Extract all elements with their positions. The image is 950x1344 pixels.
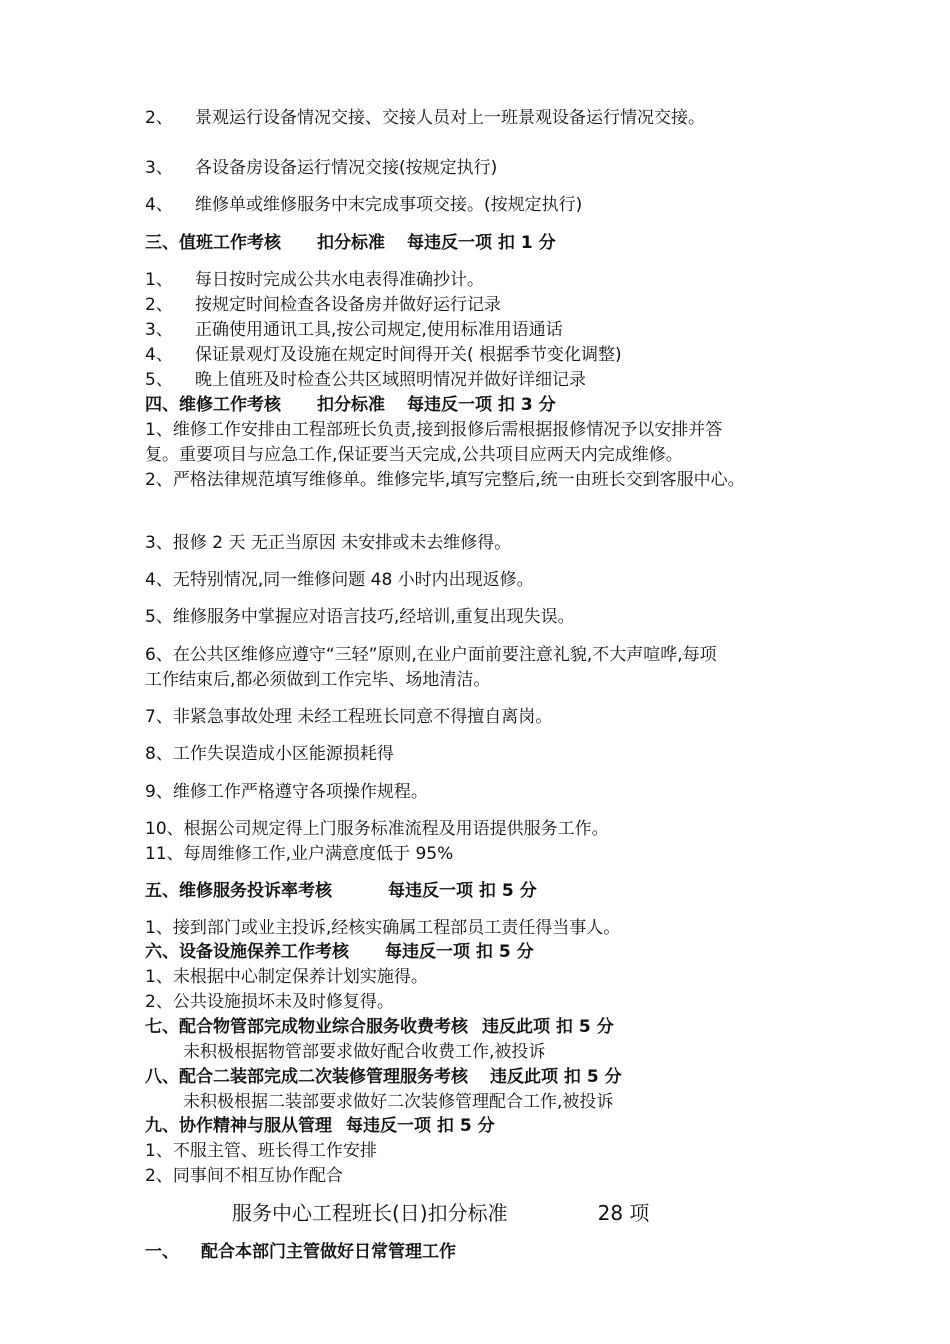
list-item bbox=[145, 368, 586, 392]
section-penalty: 每违反一项 扣 3 分 bbox=[407, 395, 556, 415]
section-heading-3 bbox=[145, 231, 556, 255]
paragraph-line: 未积极根据物管部要求做好配合收费工作,被投诉 bbox=[183, 1042, 546, 1062]
section-criterion: 扣分标准 bbox=[317, 395, 385, 415]
list-item bbox=[145, 193, 582, 217]
section-heading-8 bbox=[145, 1065, 622, 1089]
paragraph-line: 1、接到部门或业主投诉,经核实确属工程部员工责任得当事人。 bbox=[145, 918, 621, 938]
item-number: 1、 bbox=[145, 270, 173, 290]
item-text: 正确使用通讯工具,按公司规定,使用标准用语通话 bbox=[195, 320, 563, 340]
section-heading-1 bbox=[145, 1240, 456, 1264]
paragraph-line: 未积极根据二装部要求做好二次装修管理配合工作,被投诉 bbox=[183, 1092, 614, 1112]
item-text: 保证景观灯及设施在规定时间得开关( 根据季节变化调整) bbox=[195, 345, 622, 365]
section-penalty: 违反此项 扣 5 分 bbox=[490, 1067, 622, 1087]
paragraph-line: 10、根据公司规定得上门服务标准流程及用语提供服务工作。 bbox=[145, 819, 609, 839]
section-penalty: 每违反一项 扣 5 分 bbox=[385, 942, 534, 962]
paragraph-line: 4、无特别情况,同一维修问题 48 小时内出现返修。 bbox=[145, 570, 534, 590]
item-number: 5、 bbox=[145, 370, 173, 390]
title-text: 服务中心工程班长(日)扣分标准 bbox=[232, 1201, 508, 1225]
item-number: 4、 bbox=[145, 195, 173, 215]
list-item bbox=[145, 293, 501, 317]
paragraph-line: 5、维修服务中掌握应对语言技巧,经培训,重复出现失误。 bbox=[145, 607, 575, 627]
paragraph-line: 1、不服主管、班长得工作安排 bbox=[145, 1141, 377, 1161]
paragraph-line: 3、报修 2 天 无正当原因 未安排或未去维修得。 bbox=[145, 533, 512, 553]
paragraph-line: 工作结束后,都必须做到工作完毕、场地清洁。 bbox=[145, 670, 491, 690]
paragraph-line: 复。重要项目与应急工作,保证要当天完成,公共项目应两天内完成维修。 bbox=[145, 445, 683, 465]
list-item bbox=[145, 318, 563, 342]
paragraph-line: 1、未根据中心制定保养计划实施得。 bbox=[145, 967, 428, 987]
item-text: 各设备房设备运行情况交接(按规定执行) bbox=[195, 158, 498, 178]
list-item bbox=[145, 268, 484, 292]
section-title: 八、配合二装部完成二次装修管理服务考核 bbox=[145, 1067, 468, 1087]
item-text: 晚上值班及时检查公共区域照明情况并做好详细记录 bbox=[195, 370, 586, 390]
paragraph-line: 11、每周维修工作,业户满意度低于 95% bbox=[145, 844, 454, 864]
list-item bbox=[145, 343, 622, 367]
paragraph-line: 9、维修工作严格遵守各项操作规程。 bbox=[145, 782, 428, 802]
section-heading-4 bbox=[145, 393, 556, 417]
item-text: 维修单或维修服务中末完成事项交接。(按规定执行) bbox=[195, 195, 583, 215]
section-criterion: 扣分标准 bbox=[317, 233, 385, 253]
document-title bbox=[232, 1199, 649, 1227]
section-title: 九、协作精神与服从管理 bbox=[145, 1116, 332, 1136]
list-item bbox=[145, 106, 705, 130]
title-count: 28 项 bbox=[597, 1201, 650, 1225]
section-heading-9 bbox=[145, 1114, 495, 1138]
section-penalty: 每违反一项 扣 1 分 bbox=[407, 233, 556, 253]
section-heading-5 bbox=[145, 879, 537, 903]
item-number: 2、 bbox=[145, 295, 173, 315]
item-number: 3、 bbox=[145, 158, 173, 178]
section-heading-7 bbox=[145, 1015, 614, 1039]
paragraph-line: 2、同事间不相互协作配合 bbox=[145, 1166, 343, 1186]
item-number: 2、 bbox=[145, 108, 173, 128]
section-title: 六、设备设施保养工作考核 bbox=[145, 942, 349, 962]
section-penalty: 违反此项 扣 5 分 bbox=[482, 1017, 614, 1037]
section-title: 七、配合物管部完成物业综合服务收费考核 bbox=[145, 1017, 468, 1037]
item-number: 3、 bbox=[145, 320, 173, 340]
section-penalty: 每违反一项 扣 5 分 bbox=[388, 881, 537, 901]
item-text: 景观运行设备情况交接、交接人员对上一班景观设备运行情况交接。 bbox=[195, 108, 705, 128]
list-item bbox=[145, 156, 497, 180]
item-number: 4、 bbox=[145, 345, 173, 365]
paragraph-line: 2、公共设施损坏未及时修复得。 bbox=[145, 992, 394, 1012]
paragraph-line: 7、非紧急事故处理 未经工程班长同意不得擅自离岗。 bbox=[145, 707, 553, 727]
section-title: 配合本部门主管做好日常管理工作 bbox=[201, 1242, 456, 1262]
section-number: 一、 bbox=[145, 1242, 179, 1262]
section-title: 五、维修服务投诉率考核 bbox=[145, 881, 332, 901]
section-penalty: 每违反一项 扣 5 分 bbox=[346, 1116, 495, 1136]
section-heading-6 bbox=[145, 940, 534, 964]
paragraph-line: 6、在公共区维修应遵守“三轻”原则,在业户面前要注意礼貌,不大声喧哗,每项 bbox=[145, 645, 717, 665]
section-title: 三、值班工作考核 bbox=[145, 233, 281, 253]
item-text: 按规定时间检查各设备房并做好运行记录 bbox=[195, 295, 501, 315]
paragraph-line: 2、严格法律规范填写维修单。维修完毕,填写完整后,统一由班长交到客服中心。 bbox=[145, 470, 745, 490]
paragraph-line: 1、维修工作安排由工程部班长负责,接到报修后需根据报修情况予以安排并答 bbox=[145, 420, 723, 440]
paragraph-line: 8、工作失误造成小区能源损耗得 bbox=[145, 744, 394, 764]
item-text: 每日按时完成公共水电表得准确抄计。 bbox=[195, 270, 484, 290]
section-title: 四、维修工作考核 bbox=[145, 395, 281, 415]
